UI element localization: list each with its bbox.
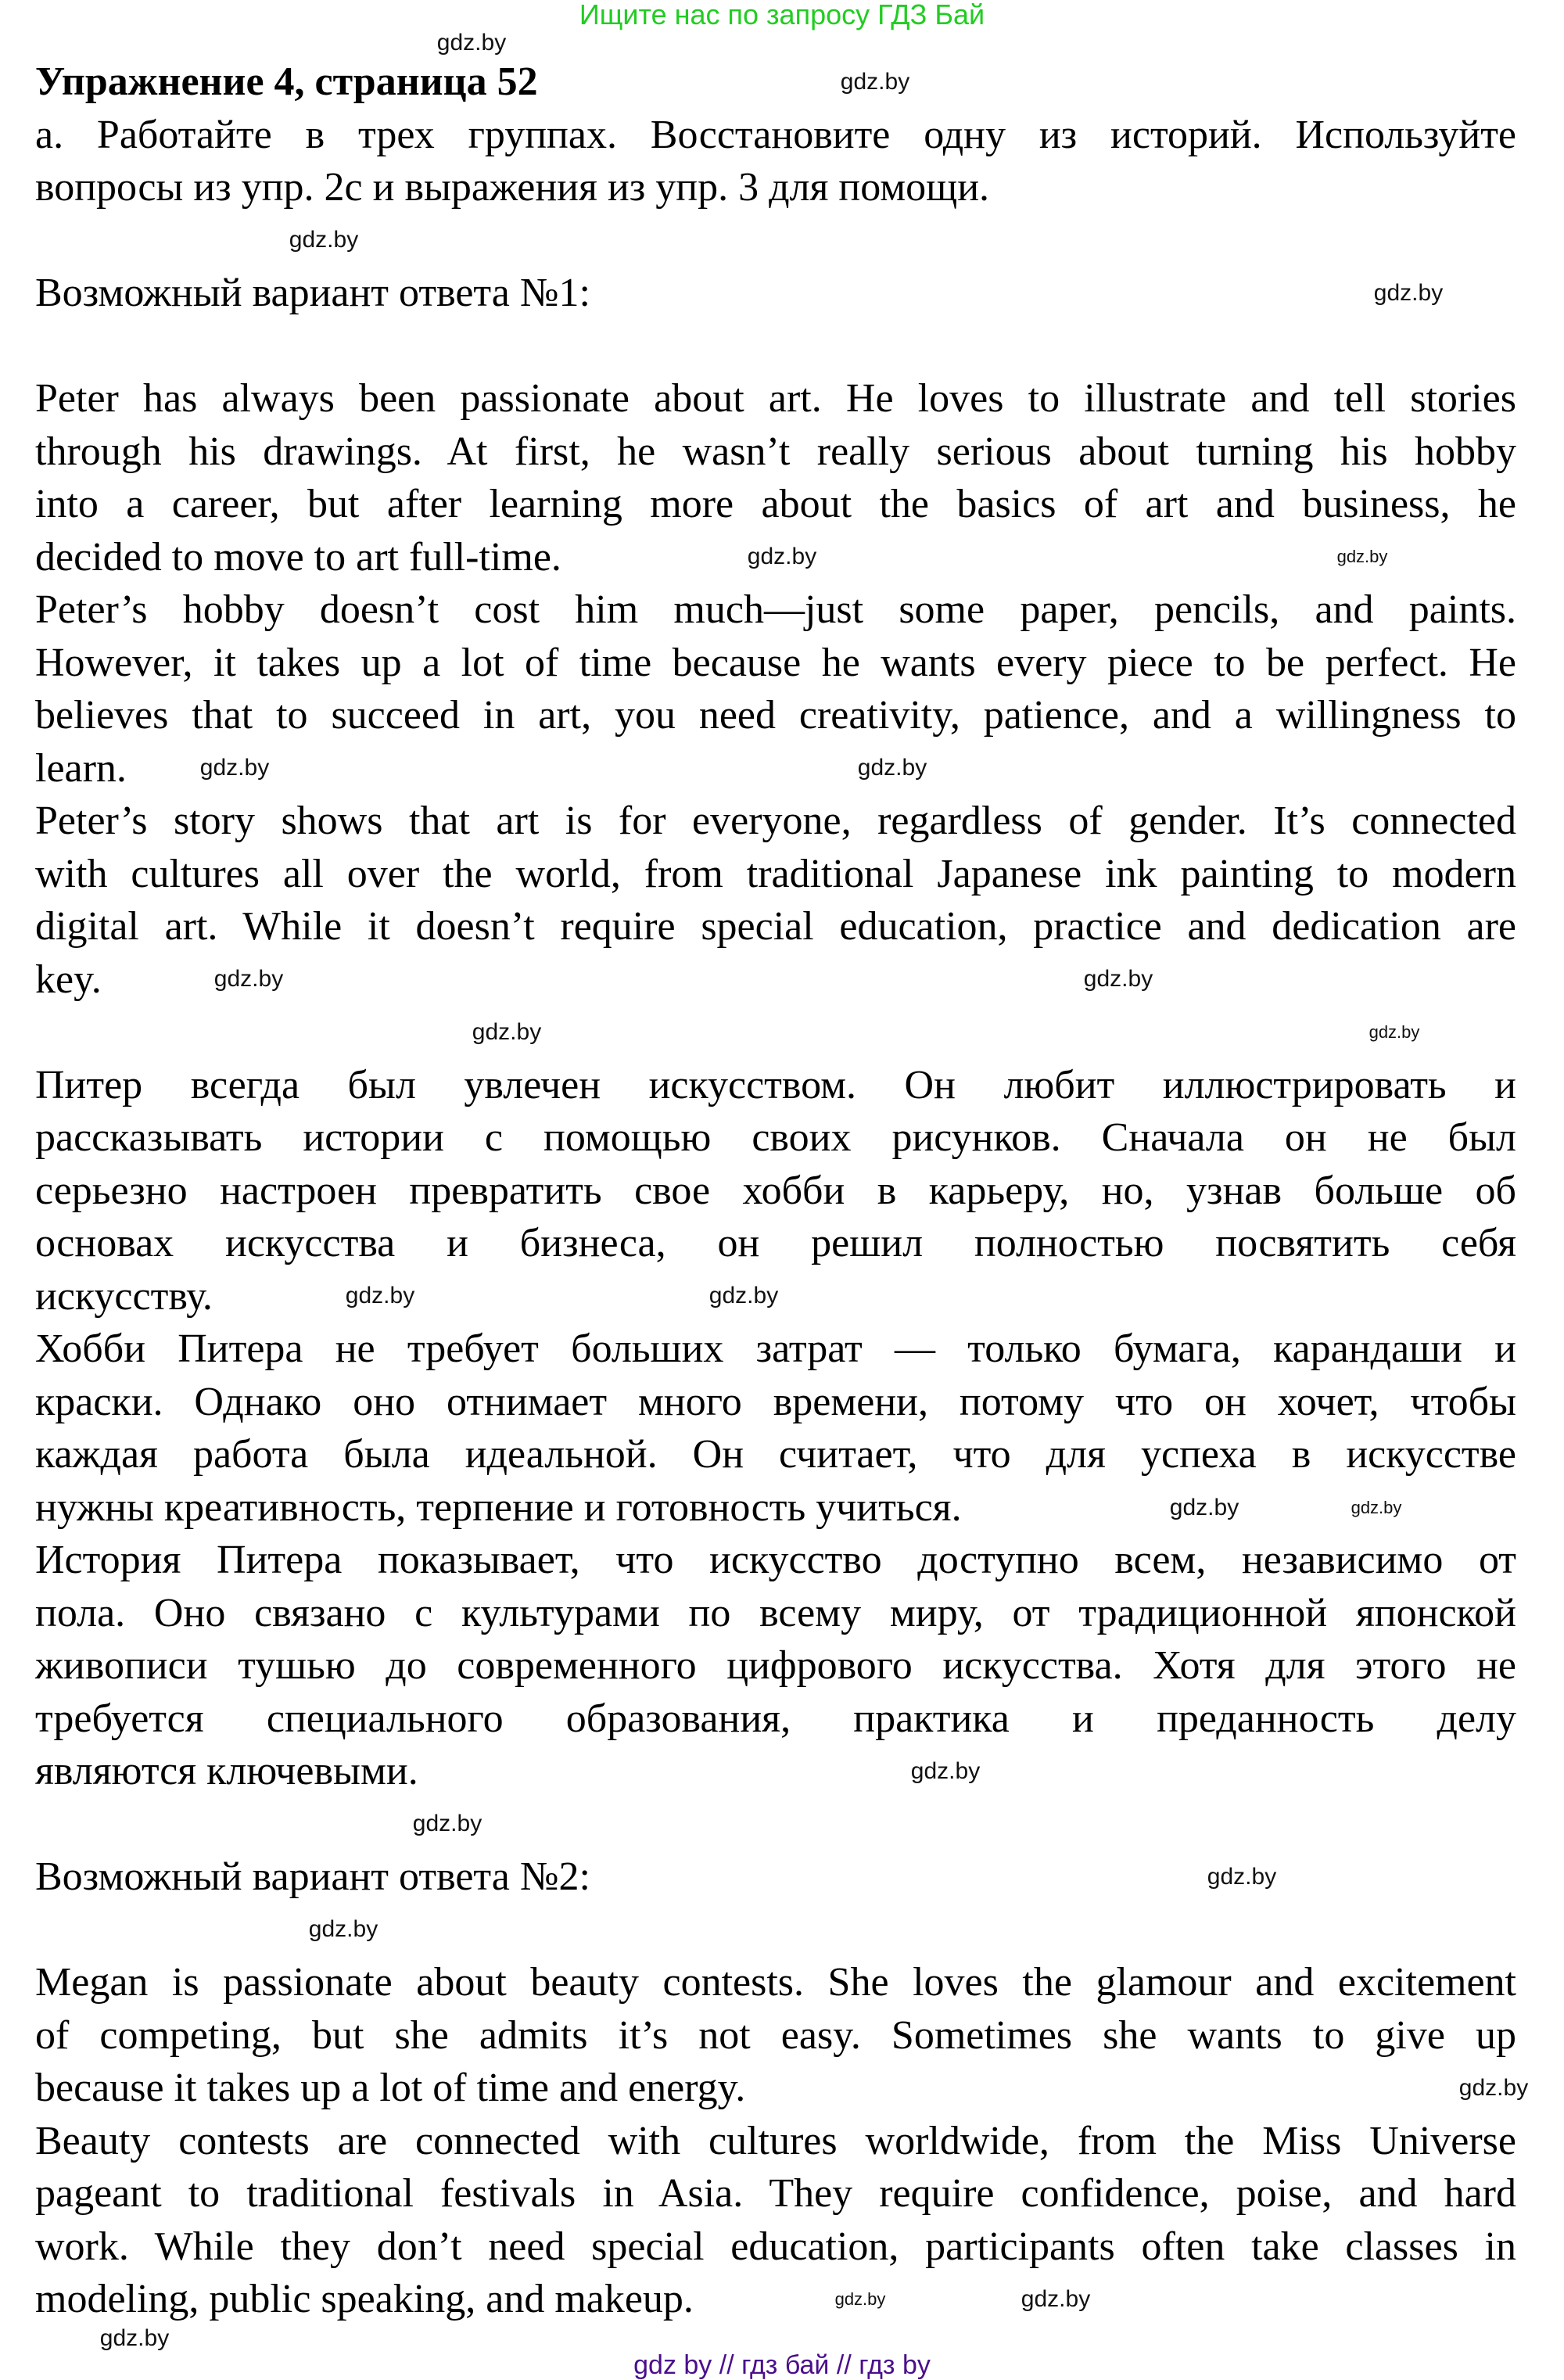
variant1-russian-text [35,1059,1516,1798]
task-line: вопросы из упр. 2c и выражения из упр. 3 для помощи. [35,165,990,210]
gdz-watermark: gdz.by [1336,547,1388,566]
text-line: digital art. While it doesn’t require special education, practice and dedication are [35,904,1516,949]
gdz-watermark: gdz.by [1021,2286,1091,2312]
text-line: key. [35,957,102,1002]
variant1-heading: Возможный вариант ответа №1: [35,271,590,315]
gdz-watermark: gdz.by [1373,280,1444,306]
gdz-watermark: gdz.by [412,1811,482,1836]
text-line: живописи тушью до современного цифрового искусства. Хотя для этого не [35,1643,1516,1688]
text-line: пола. Оно связано с культурами по всему миру, от традиционной японской [35,1590,1516,1635]
text-line: Megan is passionate about beauty contests. She loves the glamour and excitement [35,1960,1516,2005]
text-line: decided to move to art full-time. [35,534,561,580]
gdz-watermark: gdz.by [1083,966,1153,992]
variant1-english-text [35,372,1516,1006]
text-line: краски. Однако оно отнимает много времени, потому что он хочет, чтобы [35,1379,1516,1424]
gdz-watermark: gdz.by [840,69,910,95]
text-line: Peter’s story shows that art is for everyone, regardless of gender. It’s connected [35,799,1516,843]
text-line: каждая работа была идеальной. Он считает, что для успеха в искусстве [35,1432,1516,1477]
text-line: pageant to traditional festivals in Asia. They require confidence, poise, and hard [35,2171,1516,2216]
text-line: However, it takes up a lot of time because he wants every piece to be perfect. He [35,640,1516,685]
gdz-watermark: gdz.by [472,1019,542,1045]
text-line: modeling, public speaking, and makeup. [35,2277,694,2321]
text-line: нужны креативность, терпение и готовность учиться. [35,1484,962,1530]
variant2-heading: Возможный вариант ответа №2: [35,1854,590,1899]
text-line: серьезно настроен превратить свое хобби в карьеру, но, узнав больше об [35,1168,1516,1213]
text-line: являются ключевыми. [35,1749,418,1793]
gdz-watermark: gdz.by [213,966,284,992]
task-line: a. Работайте в трех группах. Восстановите одну из историй. Используйте [35,112,1516,157]
exercise-content [35,56,1516,2326]
gdz-watermark: gdz.by [708,1283,779,1308]
gdz-watermark: gdz.by [289,227,359,253]
gdz-watermark: gdz.by [99,2325,170,2351]
footer-banner: gdz by // гдз бай // гдз by [633,2350,931,2380]
text-line: основах искусства и бизнеса, он решил полностью посвятить себя [35,1221,1516,1265]
gdz-watermark: gdz.by [857,755,927,781]
gdz-watermark: gdz.by [308,1916,378,1942]
text-line: with cultures all over the world, from traditional Japanese ink painting to modern [35,851,1516,896]
text-line: because it takes up a lot of time and energy. [35,2066,746,2110]
text-line: Хобби Питера не требует больших затрат — только бумага, карандаши и [35,1326,1516,1371]
gdz-watermark: gdz.by [345,1283,415,1308]
page-title: Упражнение 4, страница 52 [35,59,538,104]
text-line: of competing, but she admits it’s not easy. Sometimes she wants to give up [35,2012,1516,2058]
gdz-watermark: gdz.by [910,1758,981,1784]
text-line: into a career, but after learning more about the basics of art and business, he [35,482,1516,526]
search-banner: Ищите нас по запросу ГДЗ Бай [579,0,985,31]
text-line: believes that to succeed in art, you need creativity, patience, and a willingness to [35,693,1516,738]
text-line: Питер всегда был увлечен искусством. Он любит иллюстрировать и [35,1062,1516,1107]
text-line: Peter has always been passionate about art. He loves to illustrate and tell stories [35,376,1516,421]
gdz-watermark: gdz.by [1351,1498,1402,1517]
text-line: История Питера показывает, что искусство доступно всем, независимо от [35,1538,1516,1582]
gdz-watermark: gdz.by [1368,1022,1420,1042]
gdz-watermark: gdz.by [747,544,817,569]
gdz-watermark: gdz.by [199,755,270,781]
variant2-english-text [35,1956,1516,2326]
text-line: искусству. [35,1273,213,1319]
text-line: требуется специального образования, практика и преданность делу [35,1696,1516,1741]
text-line: Peter’s hobby doesn’t cost him much—just some paper, pencils, and paints. [35,587,1516,632]
gdz-watermark: gdz.by [1169,1495,1239,1520]
gdz-watermark: gdz.by [1458,2075,1529,2101]
gdz-watermark: gdz.by [436,30,507,56]
text-line: through his drawings. At first, he wasn’t really serious about turning his hobby [35,429,1516,474]
text-line: work. While they don’t need special education, participants often take classes in [35,2224,1516,2269]
gdz-watermark: gdz.by [834,2289,886,2309]
text-line: learn. [35,745,127,791]
text-line: Beauty contests are connected with cultures worldwide, from the Miss Universe [35,2118,1516,2163]
gdz-watermark: gdz.by [1207,1864,1277,1890]
text-line: рассказывать истории с помощью своих рисунков. Сначала он не был [35,1115,1516,1160]
